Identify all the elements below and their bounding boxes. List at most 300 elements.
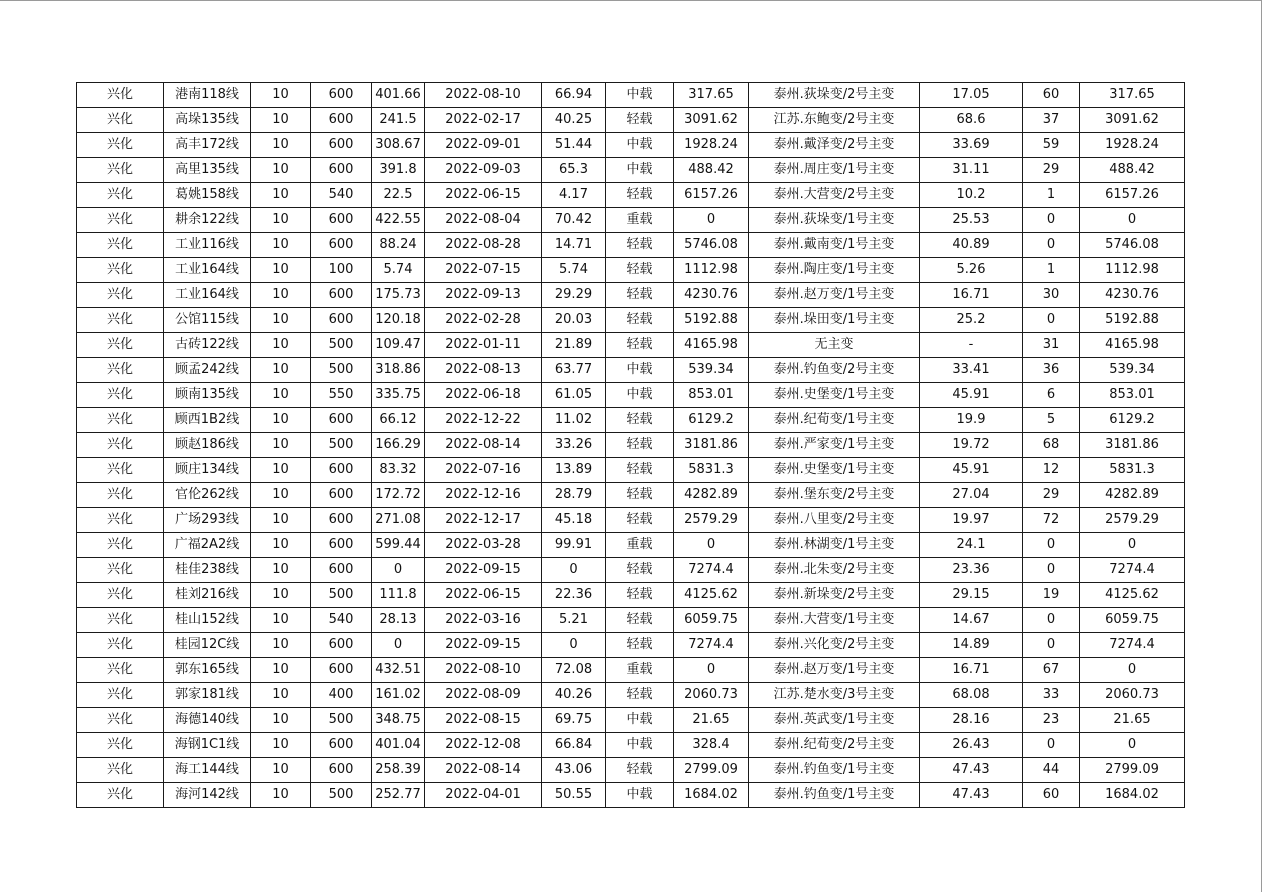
table-cell: 0	[542, 633, 606, 658]
table-cell: 540	[311, 608, 372, 633]
table-cell: 兴化	[77, 583, 164, 608]
table-cell: 10	[251, 433, 311, 458]
table-cell: 488.42	[674, 158, 749, 183]
table-cell: 550	[311, 383, 372, 408]
table-cell: 10.2	[920, 183, 1023, 208]
table-cell: 轻载	[606, 258, 674, 283]
table-cell: 21.89	[542, 333, 606, 358]
table-cell: 51.44	[542, 133, 606, 158]
table-cell: 0	[542, 558, 606, 583]
table-cell: 61.05	[542, 383, 606, 408]
table-cell: 轻载	[606, 683, 674, 708]
table-cell: 官伦262线	[164, 483, 251, 508]
table-cell: 2579.29	[1080, 508, 1185, 533]
table-cell: 19	[1023, 583, 1080, 608]
table-cell: 26.43	[920, 733, 1023, 758]
table-cell: 600	[311, 83, 372, 108]
table-cell: 5746.08	[674, 233, 749, 258]
table-cell: 23.36	[920, 558, 1023, 583]
table-cell: 泰州.钓鱼变/1号主变	[749, 783, 920, 808]
table-cell: 252.77	[372, 783, 425, 808]
table-cell: 轻载	[606, 508, 674, 533]
table-cell: 10	[251, 383, 311, 408]
table-cell: 43.06	[542, 758, 606, 783]
table-cell: 轻载	[606, 483, 674, 508]
table-cell: 泰州.戴泽变/2号主变	[749, 133, 920, 158]
table-cell: 47.43	[920, 783, 1023, 808]
table-cell: 10	[251, 133, 311, 158]
table-cell: 公馆115线	[164, 308, 251, 333]
table-cell: 0	[372, 558, 425, 583]
table-cell: 600	[311, 458, 372, 483]
table-cell: 2022-08-10	[425, 83, 542, 108]
table-cell: 10	[251, 258, 311, 283]
table-cell: 17.05	[920, 83, 1023, 108]
table-cell: 10	[251, 358, 311, 383]
table-cell: 桂佳238线	[164, 558, 251, 583]
table-cell: 600	[311, 158, 372, 183]
table-cell: 2022-06-18	[425, 383, 542, 408]
table-cell: 顾赵186线	[164, 433, 251, 458]
table-cell: 5831.3	[674, 458, 749, 483]
table-cell: 111.8	[372, 583, 425, 608]
table-cell: 391.8	[372, 158, 425, 183]
table-cell: 0	[1080, 533, 1185, 558]
table-cell: 600	[311, 308, 372, 333]
table-cell: 兴化	[77, 508, 164, 533]
table-cell: 中载	[606, 358, 674, 383]
table-cell: 0	[1023, 558, 1080, 583]
table-cell: 14.71	[542, 233, 606, 258]
table-cell: 4230.76	[674, 283, 749, 308]
table-cell: 10	[251, 408, 311, 433]
table-cell: 33.69	[920, 133, 1023, 158]
table-cell: 175.73	[372, 283, 425, 308]
table-cell: 21.65	[1080, 708, 1185, 733]
table-cell: 600	[311, 108, 372, 133]
table-cell: 泰州.钓鱼变/1号主变	[749, 758, 920, 783]
table-cell: 泰州.兴化变/2号主变	[749, 633, 920, 658]
table-cell: 19.9	[920, 408, 1023, 433]
table-cell: 兴化	[77, 233, 164, 258]
table-cell: 16.71	[920, 658, 1023, 683]
table-cell: 4.17	[542, 183, 606, 208]
table-cell: 853.01	[1080, 383, 1185, 408]
table-cell: 600	[311, 283, 372, 308]
table-cell: 3091.62	[674, 108, 749, 133]
table-row	[77, 108, 1185, 133]
table-cell: 5	[1023, 408, 1080, 433]
table-cell: 40.25	[542, 108, 606, 133]
table-cell: 241.5	[372, 108, 425, 133]
table-cell: 5192.88	[674, 308, 749, 333]
table-cell: 600	[311, 233, 372, 258]
table-cell: 郭东165线	[164, 658, 251, 683]
table-row	[77, 383, 1185, 408]
table-cell: 高垛135线	[164, 108, 251, 133]
table-cell: 泰州.陶庄变/1号主变	[749, 258, 920, 283]
table-cell: 泰州.纪荀变/2号主变	[749, 733, 920, 758]
table-row	[77, 658, 1185, 683]
table-cell: 0	[1023, 608, 1080, 633]
table-cell: 2022-02-17	[425, 108, 542, 133]
table-cell: 4282.89	[1080, 483, 1185, 508]
table-cell: 401.66	[372, 83, 425, 108]
table-cell: 重载	[606, 208, 674, 233]
table-cell: 中载	[606, 783, 674, 808]
table-cell: 轻载	[606, 308, 674, 333]
table-cell: 4282.89	[674, 483, 749, 508]
table-cell: 兴化	[77, 658, 164, 683]
table-cell: 1684.02	[674, 783, 749, 808]
table-cell: 轻载	[606, 758, 674, 783]
table-cell: 12	[1023, 458, 1080, 483]
table-cell: 7274.4	[1080, 558, 1185, 583]
table-cell: 100	[311, 258, 372, 283]
table-cell: 60	[1023, 83, 1080, 108]
table-cell: 25.2	[920, 308, 1023, 333]
table-cell: 29	[1023, 158, 1080, 183]
table-cell: 顾西1B2线	[164, 408, 251, 433]
table-cell: 2022-09-13	[425, 283, 542, 308]
table-cell: 2022-09-01	[425, 133, 542, 158]
table-row	[77, 708, 1185, 733]
table-cell: 兴化	[77, 408, 164, 433]
table-cell: 高丰172线	[164, 133, 251, 158]
table-cell: 10	[251, 533, 311, 558]
table-row	[77, 758, 1185, 783]
table-cell: 4125.62	[674, 583, 749, 608]
table-cell: 1	[1023, 258, 1080, 283]
table-cell: 6059.75	[674, 608, 749, 633]
table-cell: 6129.2	[674, 408, 749, 433]
table-cell: 20.03	[542, 308, 606, 333]
table-cell: 10	[251, 108, 311, 133]
table-cell: 308.67	[372, 133, 425, 158]
table-cell: 33.41	[920, 358, 1023, 383]
table-cell: 600	[311, 533, 372, 558]
table-cell: 泰州.新垛变/2号主变	[749, 583, 920, 608]
table-cell: 2799.09	[1080, 758, 1185, 783]
table-cell: 郭家181线	[164, 683, 251, 708]
table-cell: 328.4	[674, 733, 749, 758]
table-cell: 兴化	[77, 483, 164, 508]
table-cell: 0	[1023, 533, 1080, 558]
table-cell: 3091.62	[1080, 108, 1185, 133]
table-cell: 泰州.堡东变/2号主变	[749, 483, 920, 508]
table-cell: 29.29	[542, 283, 606, 308]
table-cell: 600	[311, 208, 372, 233]
table-cell: 0	[1023, 208, 1080, 233]
table-cell: 工业164线	[164, 258, 251, 283]
table-cell: 桂刘216线	[164, 583, 251, 608]
table-cell: 2022-08-15	[425, 708, 542, 733]
table-cell: 33	[1023, 683, 1080, 708]
table-cell: 83.32	[372, 458, 425, 483]
table-cell: 中载	[606, 158, 674, 183]
data-table	[76, 82, 1185, 808]
table-cell: 10	[251, 783, 311, 808]
table-cell: 10	[251, 158, 311, 183]
table-cell: 1	[1023, 183, 1080, 208]
table-cell: 24.1	[920, 533, 1023, 558]
table-cell: 4165.98	[674, 333, 749, 358]
table-cell: 兴化	[77, 783, 164, 808]
table-cell: 7274.4	[1080, 633, 1185, 658]
table-cell: 23	[1023, 708, 1080, 733]
table-row	[77, 608, 1185, 633]
table-cell: 500	[311, 333, 372, 358]
table-cell: 泰州.史堡变/1号主变	[749, 458, 920, 483]
table-cell: 工业116线	[164, 233, 251, 258]
table-cell: 50.55	[542, 783, 606, 808]
table-cell: 500	[311, 358, 372, 383]
table-cell: 桂园12C线	[164, 633, 251, 658]
table-cell: 19.97	[920, 508, 1023, 533]
table-cell: 400	[311, 683, 372, 708]
table-cell: 10	[251, 83, 311, 108]
table-cell: 重载	[606, 658, 674, 683]
table-cell: 72.08	[542, 658, 606, 683]
table-cell: 0	[1023, 233, 1080, 258]
table-cell: 99.91	[542, 533, 606, 558]
table-cell: 67	[1023, 658, 1080, 683]
table-cell: 33.26	[542, 433, 606, 458]
table-cell: 68.08	[920, 683, 1023, 708]
table-cell: 高里135线	[164, 158, 251, 183]
table-cell: 2022-08-28	[425, 233, 542, 258]
table-cell: 0	[1080, 658, 1185, 683]
table-cell: 兴化	[77, 283, 164, 308]
table-cell: 兴化	[77, 158, 164, 183]
table-cell: 泰州.北朱变/2号主变	[749, 558, 920, 583]
table-cell: 258.39	[372, 758, 425, 783]
table-cell: 2022-08-13	[425, 358, 542, 383]
table-cell: 1928.24	[674, 133, 749, 158]
table-cell: 桂山152线	[164, 608, 251, 633]
table-row	[77, 633, 1185, 658]
table-cell: 13.89	[542, 458, 606, 483]
table-cell: 2022-09-15	[425, 558, 542, 583]
table-cell: 10	[251, 308, 311, 333]
table-cell: 兴化	[77, 758, 164, 783]
table-cell: 兴化	[77, 608, 164, 633]
table-cell: 兴化	[77, 358, 164, 383]
table-cell: 10	[251, 233, 311, 258]
table-cell: 47.43	[920, 758, 1023, 783]
table-cell: 0	[1023, 633, 1080, 658]
table-cell: 古砖122线	[164, 333, 251, 358]
table-cell: 5.74	[542, 258, 606, 283]
table-cell: 10	[251, 508, 311, 533]
table-cell: 432.51	[372, 658, 425, 683]
table-cell: 2022-06-15	[425, 583, 542, 608]
table-cell: 轻载	[606, 633, 674, 658]
table-cell: 10	[251, 758, 311, 783]
table-cell: 轻载	[606, 408, 674, 433]
table-row	[77, 158, 1185, 183]
table-row	[77, 733, 1185, 758]
table-cell: 兴化	[77, 558, 164, 583]
table-cell: 36	[1023, 358, 1080, 383]
table-cell: 63.77	[542, 358, 606, 383]
table-cell: 348.75	[372, 708, 425, 733]
table-cell: 40.26	[542, 683, 606, 708]
table-row	[77, 233, 1185, 258]
table-cell: 5192.88	[1080, 308, 1185, 333]
table-cell: 5.74	[372, 258, 425, 283]
table-body	[77, 83, 1185, 808]
table-cell: 599.44	[372, 533, 425, 558]
table-cell: 2799.09	[674, 758, 749, 783]
table-cell: 轻载	[606, 183, 674, 208]
table-cell: 60	[1023, 783, 1080, 808]
table-cell: 兴化	[77, 258, 164, 283]
table-cell: 540	[311, 183, 372, 208]
table-cell: 兴化	[77, 83, 164, 108]
table-cell: 28.13	[372, 608, 425, 633]
table-cell: 泰州.纪荀变/1号主变	[749, 408, 920, 433]
table-cell: 21.65	[674, 708, 749, 733]
table-cell: 45.91	[920, 458, 1023, 483]
table-cell: 422.55	[372, 208, 425, 233]
table-cell: 70.42	[542, 208, 606, 233]
table-cell: 14.67	[920, 608, 1023, 633]
table-cell: 2022-02-28	[425, 308, 542, 333]
table-cell: 3181.86	[674, 433, 749, 458]
table-cell: 25.53	[920, 208, 1023, 233]
table-cell: 0	[674, 208, 749, 233]
table-cell: 10	[251, 183, 311, 208]
table-cell: 11.02	[542, 408, 606, 433]
table-cell: 2060.73	[674, 683, 749, 708]
table-cell: 27.04	[920, 483, 1023, 508]
table-cell: 2022-07-16	[425, 458, 542, 483]
table-cell: 271.08	[372, 508, 425, 533]
table-cell: 600	[311, 408, 372, 433]
table-cell: 兴化	[77, 208, 164, 233]
table-cell: 10	[251, 583, 311, 608]
table-cell: 31.11	[920, 158, 1023, 183]
table-cell: 轻载	[606, 233, 674, 258]
table-cell: 轻载	[606, 583, 674, 608]
table-cell: 600	[311, 733, 372, 758]
table-cell: 2022-06-15	[425, 183, 542, 208]
table-cell: 5.26	[920, 258, 1023, 283]
table-cell: 72	[1023, 508, 1080, 533]
table-cell: 顾南135线	[164, 383, 251, 408]
table-cell: 2579.29	[674, 508, 749, 533]
table-cell: 2022-03-28	[425, 533, 542, 558]
table-cell: 兴化	[77, 433, 164, 458]
table-cell: 0	[1023, 308, 1080, 333]
table-cell: 500	[311, 708, 372, 733]
table-cell: 泰州.垛田变/1号主变	[749, 308, 920, 333]
table-cell: 22.5	[372, 183, 425, 208]
table-cell: 44	[1023, 758, 1080, 783]
table-cell: 海河142线	[164, 783, 251, 808]
table-cell: 泰州.大营变/2号主变	[749, 183, 920, 208]
table-cell: 0	[1080, 208, 1185, 233]
table-cell: 兴化	[77, 708, 164, 733]
table-cell: 广场293线	[164, 508, 251, 533]
table-cell: 轻载	[606, 283, 674, 308]
table-row	[77, 783, 1185, 808]
table-cell: 重载	[606, 533, 674, 558]
table-cell: 6157.26	[674, 183, 749, 208]
table-cell: 港南118线	[164, 83, 251, 108]
table-cell: 2022-01-11	[425, 333, 542, 358]
table-cell: 65.3	[542, 158, 606, 183]
table-cell: 317.65	[1080, 83, 1185, 108]
table-cell: 1928.24	[1080, 133, 1185, 158]
table-cell: 10	[251, 683, 311, 708]
table-row	[77, 533, 1185, 558]
table-cell: 29.15	[920, 583, 1023, 608]
table-cell: 6059.75	[1080, 608, 1185, 633]
table-row	[77, 308, 1185, 333]
table-cell: 600	[311, 508, 372, 533]
table-row	[77, 183, 1185, 208]
table-cell: 江苏.东鲍变/2号主变	[749, 108, 920, 133]
table-cell: 10	[251, 633, 311, 658]
table-cell: 1112.98	[674, 258, 749, 283]
table-cell: 488.42	[1080, 158, 1185, 183]
table-cell: 10	[251, 733, 311, 758]
table-cell: 兴化	[77, 633, 164, 658]
table-cell: 0	[372, 633, 425, 658]
table-cell: 14.89	[920, 633, 1023, 658]
table-cell: 600	[311, 558, 372, 583]
table-cell: 广福2A2线	[164, 533, 251, 558]
table-cell: 600	[311, 633, 372, 658]
table-cell: 16.71	[920, 283, 1023, 308]
table-cell: 600	[311, 483, 372, 508]
table-cell: 泰州.荻垛变/2号主变	[749, 83, 920, 108]
table-cell: 兴化	[77, 458, 164, 483]
table-cell: 5746.08	[1080, 233, 1185, 258]
table-cell: 37	[1023, 108, 1080, 133]
table-row	[77, 408, 1185, 433]
table-cell: 59	[1023, 133, 1080, 158]
table-cell: 泰州.八里变/2号主变	[749, 508, 920, 533]
table-cell: 0	[1080, 733, 1185, 758]
table-cell: 顾庄134线	[164, 458, 251, 483]
table-cell: 6157.26	[1080, 183, 1185, 208]
table-cell: 兴化	[77, 533, 164, 558]
table-cell: 兴化	[77, 383, 164, 408]
table-cell: 轻载	[606, 608, 674, 633]
table-row	[77, 358, 1185, 383]
table-cell: 172.72	[372, 483, 425, 508]
table-cell: 2022-12-17	[425, 508, 542, 533]
table-cell: 兴化	[77, 683, 164, 708]
table-cell: 1112.98	[1080, 258, 1185, 283]
table-cell: 泰州.赵万变/1号主变	[749, 283, 920, 308]
table-cell: 兴化	[77, 133, 164, 158]
table-cell: 22.36	[542, 583, 606, 608]
table-cell: 335.75	[372, 383, 425, 408]
table-cell: 4165.98	[1080, 333, 1185, 358]
table-cell: 2022-12-16	[425, 483, 542, 508]
table-cell: 600	[311, 758, 372, 783]
table-cell: 28.79	[542, 483, 606, 508]
table-cell: 317.65	[674, 83, 749, 108]
table-cell: 500	[311, 433, 372, 458]
table-cell: 2022-08-10	[425, 658, 542, 683]
table-row	[77, 208, 1185, 233]
table-cell: 葛姚158线	[164, 183, 251, 208]
